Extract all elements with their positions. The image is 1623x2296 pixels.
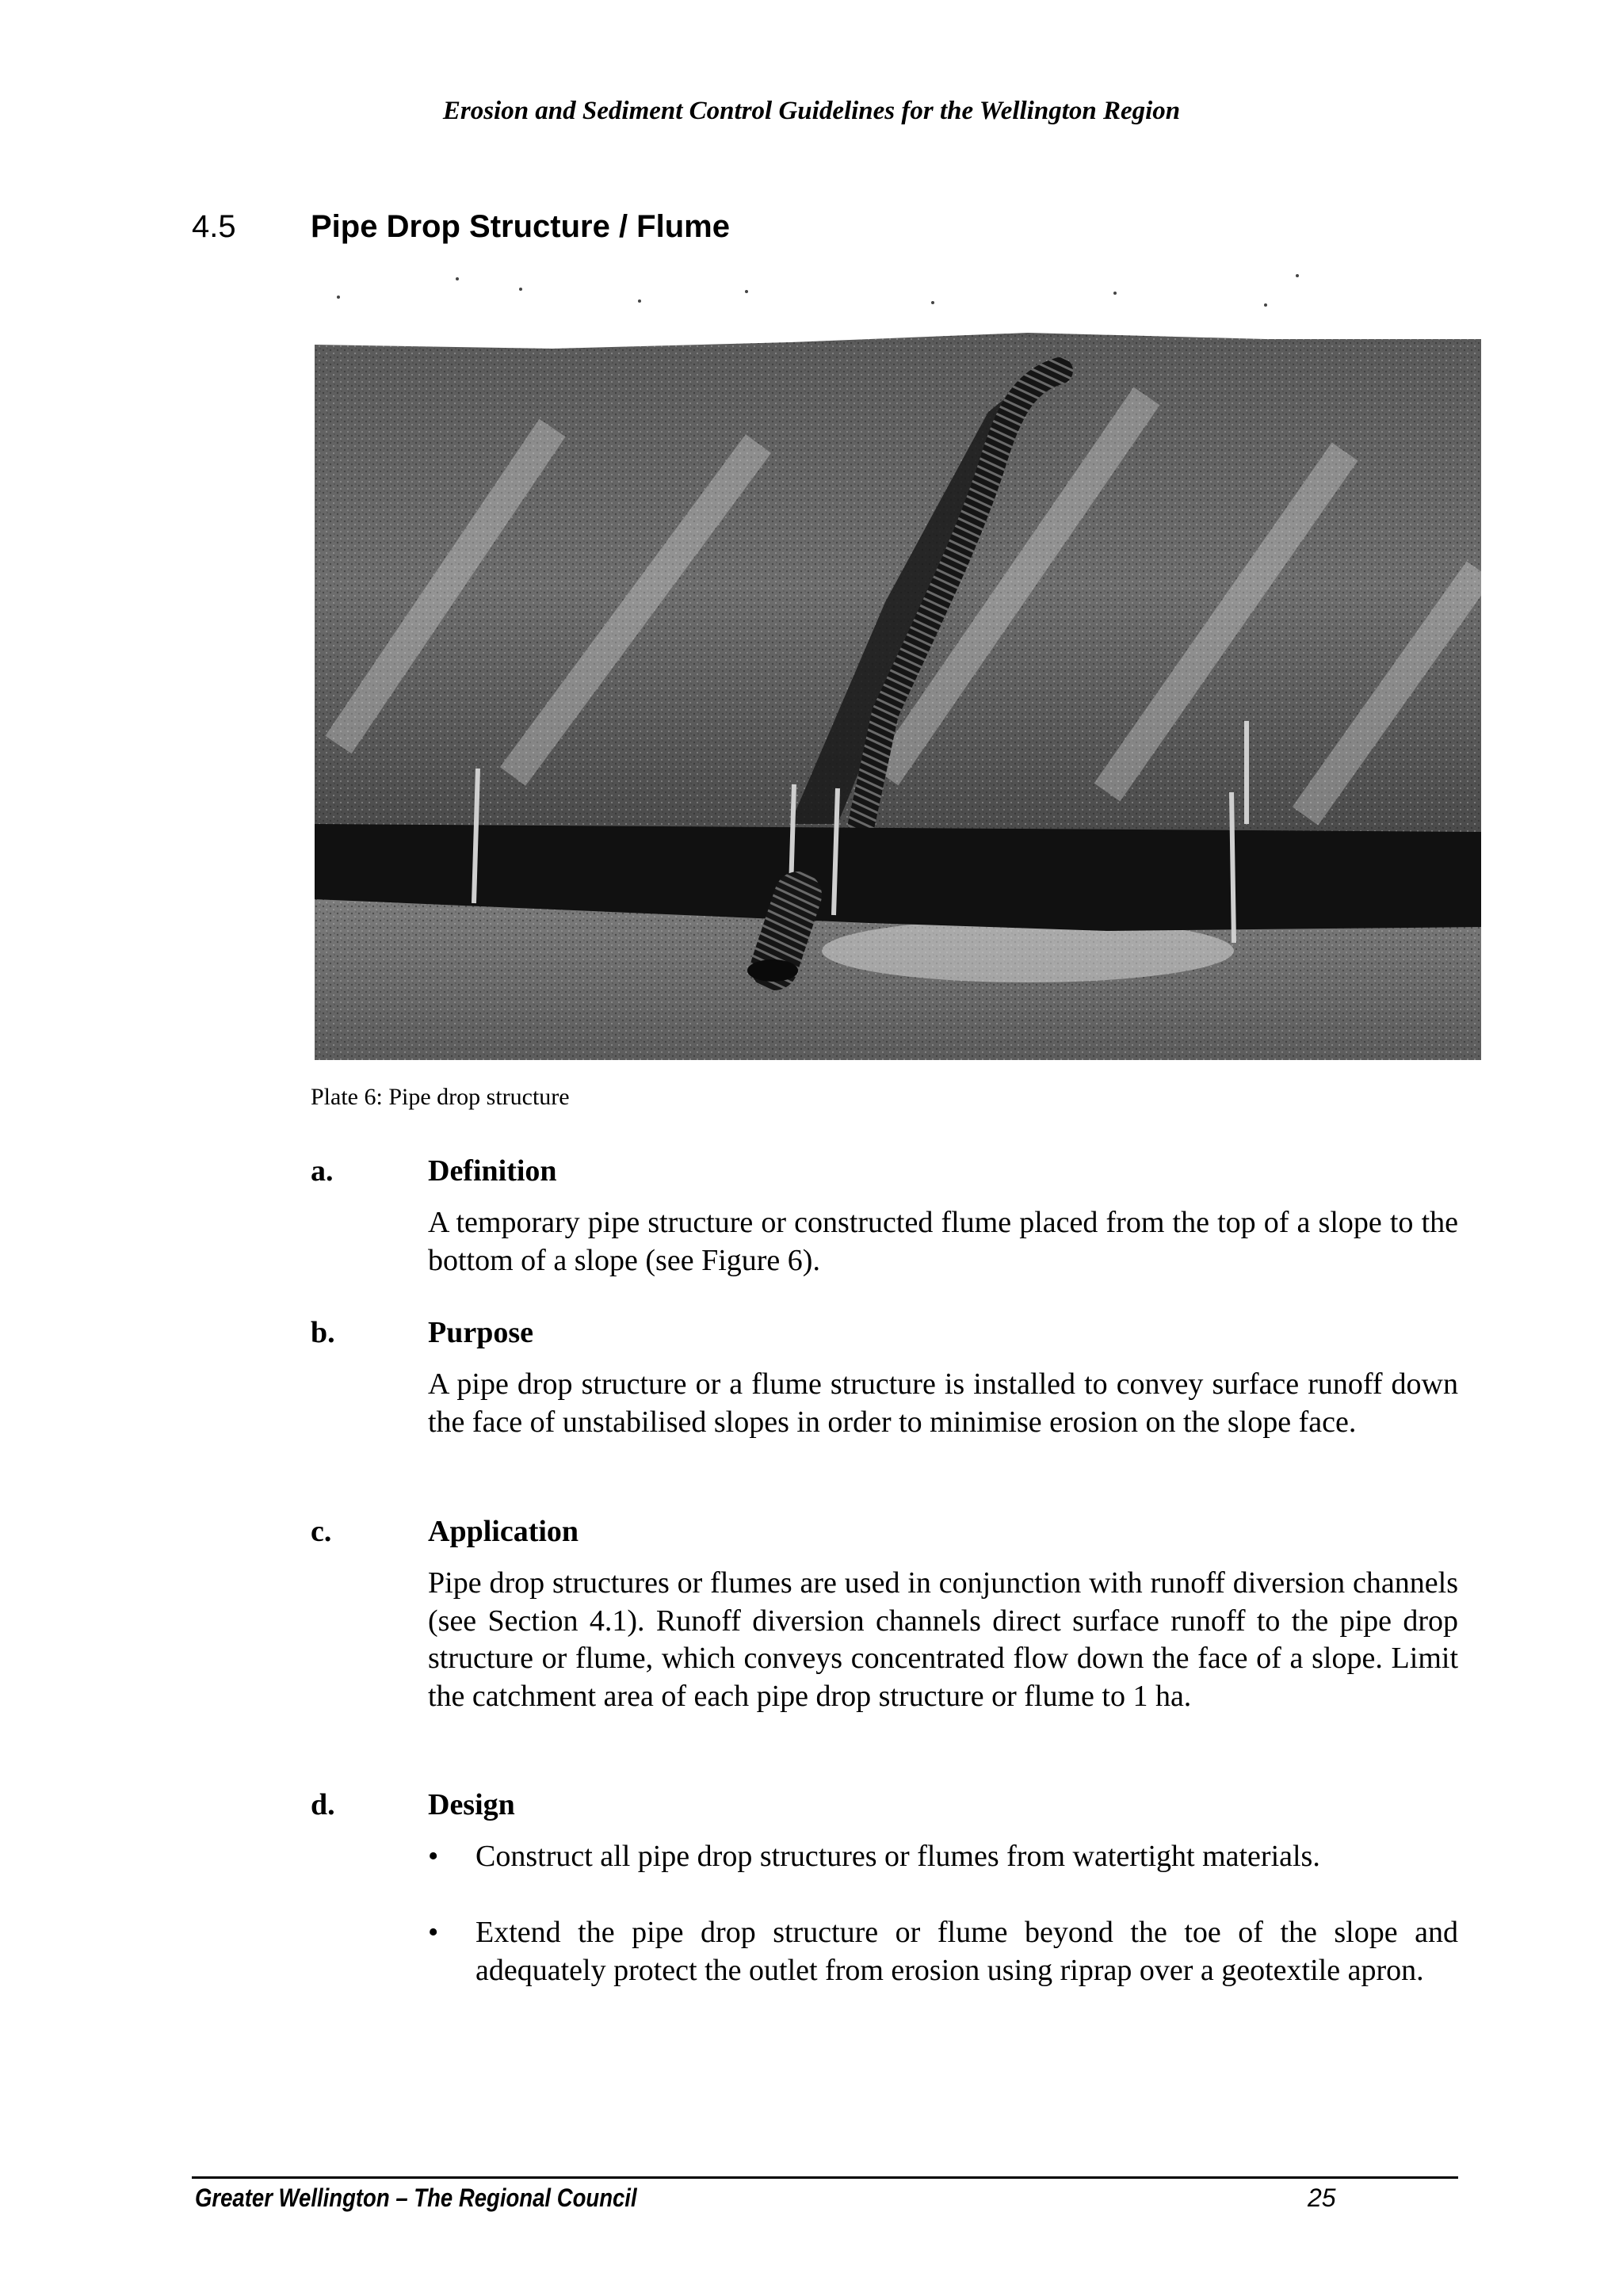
subsection-title-application: Application — [428, 1515, 579, 1548]
plate-photo — [315, 269, 1481, 1060]
section-number: 4.5 — [192, 209, 236, 244]
plate-caption: Plate 6: Pipe drop structure — [311, 1084, 570, 1110]
design-bullet-text: Extend the pipe drop structure or flume beyond the toe of the slope and adequately protect the outlet from erosion using riprap over a geotextile apron. — [475, 1916, 1458, 1987]
footer-divider — [192, 2176, 1458, 2179]
running-header: Erosion and Sediment Control Guidelines for the Wellington Region — [442, 97, 1181, 125]
subsection-title-design: Design — [428, 1788, 515, 1821]
subsection-letter: a. — [311, 1154, 334, 1188]
bullet-icon: • — [428, 1840, 439, 1873]
application-text: Pipe drop structures or flumes are used in conjunction with runoff diversion channels (see Section 4.1). Runoff diversion channels direct surface runoff to the pipe drop structure or flume, which conveys concentrated flow down the face of a slope. Limit the catchment area of each pipe drop structure or flume to 1 ha. — [428, 1566, 1458, 1713]
subsection-letter: d. — [311, 1788, 335, 1821]
subsection-title-purpose: Purpose — [428, 1316, 533, 1349]
design-bullet-text: Construct all pipe drop structures or flumes from watertight materials. — [475, 1840, 1320, 1873]
subsection-letter: c. — [311, 1515, 332, 1548]
page-number: 25 — [1308, 2183, 1336, 2212]
subsection-title-definition: Definition — [428, 1154, 557, 1188]
bullet-icon: • — [428, 1916, 439, 1949]
section-title: Pipe Drop Structure / Flume — [311, 209, 730, 244]
pipe-drop-photo-illustration — [315, 269, 1481, 1060]
footer-organisation: Greater Wellington – The Regional Council — [195, 2183, 637, 2212]
definition-text: A temporary pipe structure or constructed flume placed from the top of a slope to the bottom of a slope (see Figure 6). — [428, 1206, 1458, 1277]
purpose-text: A pipe drop structure or a flume structure is installed to convey surface runoff down the face of unstabilised slopes in order to minimise erosion on the slope face. — [428, 1367, 1458, 1439]
subsection-letter: b. — [311, 1316, 335, 1349]
